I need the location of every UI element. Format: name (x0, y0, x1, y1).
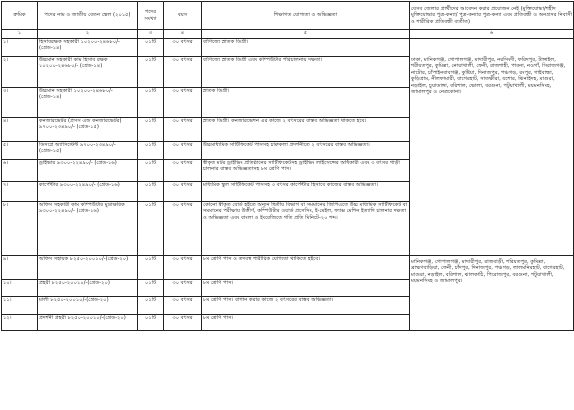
header-row (2, 2, 574, 30)
header-qualification: শিক্ষাগত যোগ্যতা ও অভিজ্ঞতা (202, 2, 410, 30)
count-cell: ০১টি (138, 297, 164, 315)
qualification-cell: কোনো স্বীকৃত বোর্ড হইতে অন্যূন দ্বিতীয় বিভাগ বা সমমানের জিপিএতে উচ্চ মাধ্যমিক সার্টিফিকেট বা সমমানের পরীক্ষায় উত্তীর্ণ, কম্পিউটার ওয়ার্ড প্রসেসিং, ই-মেইল, ফ্যাক্স মেশিন ইত্যাদি চালনার দক্ষতা ও অভিজ্ঞতা এবং বাংলা ও ইংরেজিতে গতি প্রতি মিনিটে-২০ শব্দ। (202, 202, 410, 256)
qualification-cell: ৮ম শ্রেণি পাস। বাগান করার কাজে ২ বৎসরের বাস্তব অভিজ্ঞতা। (202, 297, 410, 315)
table-row (2, 256, 574, 280)
serial-cell: ৮। (2, 202, 38, 256)
age-cell: ৩০ বৎসর (164, 297, 202, 315)
age-cell: ৩০ বৎসর (164, 88, 202, 118)
count-cell: ০১টি (138, 256, 164, 280)
serial-cell: ১২। (2, 315, 38, 331)
qualification-cell: ৮ম শ্রেণি পাস। (202, 280, 410, 297)
serial-cell: ৩। (2, 88, 38, 118)
age-cell: ৩০ বৎসর (164, 182, 202, 202)
age-cell: ৩০ বৎসর (164, 118, 202, 142)
header-age: বয়স (164, 2, 202, 30)
serial-cell: ৭। (2, 182, 38, 202)
age-cell: ৩০ বৎসর (164, 57, 202, 88)
serial-cell: ৪। (2, 118, 38, 142)
qualification-cell: বাণিজ্যে স্নাতক ডিগ্রী এবং কম্পিউটার পরিচালনায় দক্ষতা। (202, 57, 410, 88)
post-cell: মালী ৮২৫০-২০০১০/-(গ্রেড-২০) (38, 297, 138, 315)
count-cell: ০১টি (138, 182, 164, 202)
serial-cell: ২। (2, 57, 38, 88)
count-cell: ০১টি (138, 315, 164, 331)
qualification-cell: বাণিজ্যে স্নাতক ডিগ্রী। (202, 39, 410, 57)
header-post: পদের নাম ও জাতীয় বেতন স্কেল (২০১৫) (38, 2, 138, 30)
serial-cell: ১১। (2, 297, 38, 315)
serial-cell: ১০। (2, 280, 38, 297)
table-row (2, 39, 574, 57)
serial-cell: ৬। (2, 160, 38, 182)
age-cell: ৩০ বৎসর (164, 160, 202, 182)
col-number: ৬ (410, 30, 574, 39)
qualification-cell: স্বীকৃত মটর ড্রাইভিং প্রতিষ্ঠানের সার্টিফিকেটসহ ড্রাইভিং লাইসেন্সের অধিকারী এবং ৩ বৎসর গাড়ী চালনার বাস্তব অভিজ্ঞতাসহ ৮ম শ্রেণি পাস। (202, 160, 410, 182)
header-count: পদের সংখ্যা (138, 2, 164, 30)
age-cell: ৩০ বৎসর (164, 256, 202, 280)
age-cell: ৩০ বৎসর (164, 202, 202, 256)
age-cell: ৩০ বৎসর (164, 280, 202, 297)
col-number: ৩ (138, 30, 164, 39)
post-cell: কনজারভেটর (প্রসস এন্ড কনজারভেটর) ৯৭০০-২৩৪৯০/- (গ্রেড-১৫) (38, 118, 138, 142)
post-cell: উচ্চমান সহকারী কাম হিসাব রক্ষক ১০২০০-২৪৬৮০/- (গ্রেড-১৪) (38, 57, 138, 88)
qualification-cell: স্নাতক ডিগ্রী। কনজারভেশন এর কাজে ২ বৎসরের বাস্তব অভিজ্ঞতা থাকতে হবে। (202, 118, 410, 142)
district-cell-group-2: মানিকগঞ্জ, গোপালগঞ্জ, মাদারীপুর, রাজবাড়ী, শরিয়তপুর, কুমিল্লা, ব্রাহ্মণবাড়িয়া, ফেনী, চাঁদপুর, দিনাজপুর, পঞ্চগড়, লালমনিরহাট, বাগেরহাট, মাগুরা, নড়াইল, বরিশাল, ঝালকাঠি, পিরোজপুর, বরগুনা, পটুয়াখালী, ময়মনসিংহ ও জামালপুর। (410, 256, 574, 331)
post-cell: ডিসপ্লে অ্যাসিস্টেন্ট ৯৭০০-২৩৪৯০/- (গ্রেড-১৫) (38, 142, 138, 160)
post-cell: অফিস সহকারী কাম কম্পিউটার মুদ্রাক্ষরিক ৯৩০০-২২৪৯০/- (গ্রেড-১৬) (38, 202, 138, 256)
column-number-row (2, 30, 574, 39)
col-number: ২ (38, 30, 138, 39)
serial-cell: ৫। (2, 142, 38, 160)
age-cell: ৩০ বৎসর (164, 39, 202, 57)
col-number: ১ (2, 30, 38, 39)
post-cell: প্রহরী ৮২৫০-২০০১০/-(গ্রেড-২০) (38, 280, 138, 297)
recruitment-table (1, 1, 574, 331)
header-district: যেসব জেলার প্রার্থীদের আবেদন করার প্রয়োজন নেই (মুক্তিযোদ্ধা/শহীদ মুক্তিযোদ্ধার পুত্র-কন্যা/ পুত্র-কন্যার পুত্র-কন্যা এবং প্রতিবন্ধী ও অনগ্রসর নিবাসী ও শারীরিক প্রতিবন্ধী ব্যতীত) (410, 2, 574, 30)
count-cell: ০১টি (138, 88, 164, 118)
qualification-cell: ৮ম শ্রেণি পাস ও তদবস্থ শারীরিক যোগ্যতা থাকিতে হইবে। (202, 256, 410, 280)
serial-cell: ৯। (2, 256, 38, 280)
col-number: ৪ (164, 30, 202, 39)
qualification-cell: মাধ্যমিক স্কুল সার্টিফিকেট পাসসহ ৩ বৎসর কার্পেন্টার হিসাবে কাজের বাস্তব অভিজ্ঞতা। (202, 182, 410, 202)
post-cell: ড্রাইভার ৯৩০০-২২৪৯০/- (গ্রেড-১৬) (38, 160, 138, 182)
col-number: ৫ (202, 30, 410, 39)
post-cell: প্রদর্শনী প্রহরী ৮২৫০-২০০১০/-(গ্রেড-২০) (38, 315, 138, 331)
count-cell: ০১টি (138, 280, 164, 297)
qualification-cell: উচ্চমাধ্যমিক সার্টিফিকেট পাসসহ চারুকলা প্রদর্শনীতে ২ বৎসরের বাস্তব অভিজ্ঞতা। (202, 142, 410, 160)
qualification-cell: ৮ম শ্রেণি পাস। (202, 315, 410, 331)
serial-cell: ১। (2, 39, 38, 57)
age-cell: ৩০ বৎসর (164, 315, 202, 331)
qualification-cell: স্নাতক ডিগ্রী। (202, 88, 410, 118)
count-cell: ০১টি (138, 142, 164, 160)
post-cell: কার্পেন্টার ৯৩০০-২২৪৯০/- (গ্রেড-১৬) (38, 182, 138, 202)
header-serial: ক্রমিক (2, 2, 38, 30)
post-cell: অফিস সহায়ক ৮২৫০-২০০১০/-(গ্রেড-২০) (38, 256, 138, 280)
age-cell: ৩০ বৎসর (164, 142, 202, 160)
district-cell-group-1: ঢাকা, মানিকগঞ্জ, গোপালগঞ্জ, মাদারীপুর, নরসিংদী, ফরিদপুর, টাঙ্গাইল, শরীয়তপুর, কুমিল্লা, নোয়াখালী, ফেনী, রাজশাহী, পাবনা, নওগাঁ, সিরাজগঞ্জ, নাটোর, চাঁপাইনবাবগঞ্জ, কুষ্টিয়া, দিনাজপুর, পঞ্চগড়, রংপুর, গাইবান্ধা, কুড়িগ্রাম, নীলফামারী, বাগেরহাট, সাতক্ষীরা, যশোর, ঝিনাইদহ, মাগুরা, নড়াইল, চুয়াডাঙ্গা, বরিশাল, ভোলা, বরগুনা, পটুয়াখালী, ময়মনসিংহ, জামালপুর ও নেত্রকোনা। (410, 39, 574, 256)
count-cell: ০১টি (138, 202, 164, 256)
post-cell: হিসাবরক্ষক সহকারী ১০২০০-২৪৬৮০/- (গ্রেড-১৪) (38, 39, 138, 57)
count-cell: ০১টি (138, 57, 164, 88)
post-cell: উচ্চমান সহকারী ১০২০০-২৪৬৮০/- (গ্রেড-১৪) (38, 88, 138, 118)
count-cell: ০১টি (138, 160, 164, 182)
count-cell: ০১টি (138, 118, 164, 142)
count-cell: ০১টি (138, 39, 164, 57)
